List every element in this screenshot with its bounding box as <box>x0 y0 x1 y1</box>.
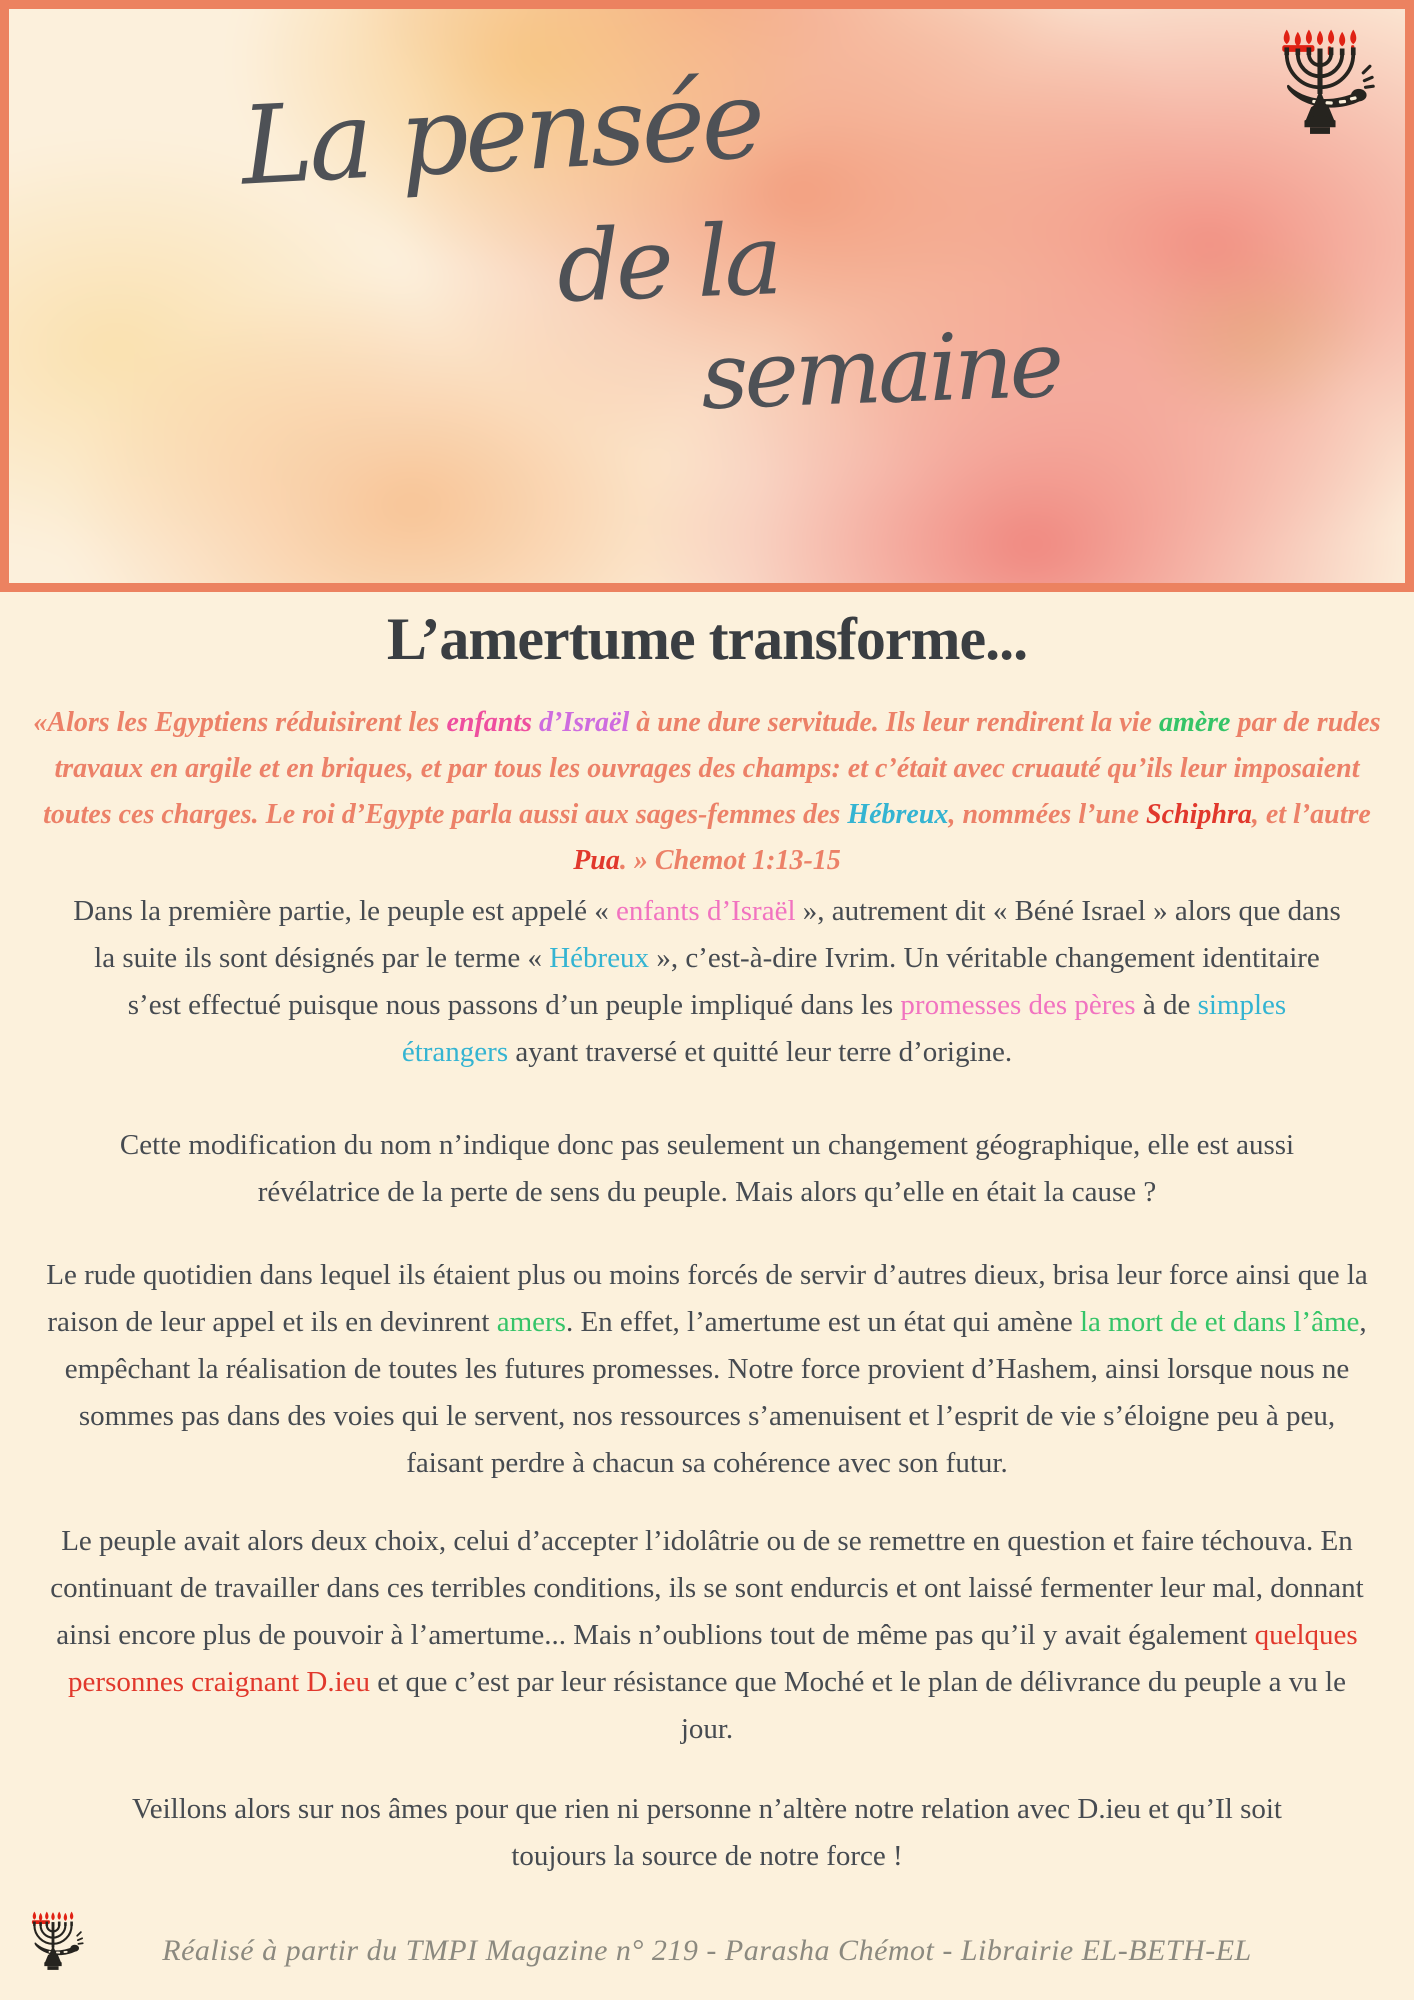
text-segment: , et l’autre <box>1251 799 1371 830</box>
body-paragraph-4 <box>42 1518 1372 1753</box>
scripture-quote <box>32 700 1382 884</box>
text-segment: . » Chemot 1:13-15 <box>619 845 841 876</box>
masthead-script-line-1: La pensée <box>238 57 765 210</box>
text-segment: , empêchant la réalisation de toutes les futures promesses. Notre force provient d’Hashem, ainsi lorsque nous ne sommes pas dans des voies qui le servent, nos ressources s’amenuisent et l’esprit de vie s’éloigne peu à peu, faisant perdre à chacun sa cohérence avec son futur. <box>64 1306 1367 1479</box>
body-paragraph-3 <box>42 1252 1372 1487</box>
text-segment: Veillons alors sur nos âmes pour que rien ni personne n’altère notre relation avec D.ieu et qu’Il soit toujours la source de notre force ! <box>132 1793 1282 1872</box>
shofar-sound-lines <box>1363 66 1373 87</box>
text-segment: promesses des pères <box>900 989 1136 1021</box>
text-segment: , nommées l’une <box>948 799 1146 830</box>
body-paragraph-2 <box>82 1122 1332 1216</box>
text-segment: Le rude quotidien dans lequel ils étaient plus ou moins forcés de servir d’autres dieux, brisa leur force ainsi que la raison de leur appel et ils en devinrent <box>46 1259 1368 1338</box>
text-segment: «Alors les Egyptiens réduisirent les <box>33 707 447 738</box>
text-segment: Hébreux <box>847 799 949 830</box>
text-segment: Pua <box>573 845 620 876</box>
article-title: L’amertume transforme... <box>386 606 1028 672</box>
menorah-icon <box>1261 23 1379 145</box>
text-segment: à de <box>1135 989 1198 1021</box>
text-segment: la mort de et dans l’âme <box>1079 1306 1360 1338</box>
text-segment: amers <box>496 1306 566 1338</box>
menorah-base <box>1304 90 1335 134</box>
text-segment: et que c’est par leur résistance que Moché et le plan de délivrance du peuple a vu le jour. <box>370 1666 1346 1745</box>
text-segment: amère <box>1158 707 1231 738</box>
menorah-shofar-logo <box>1261 23 1379 145</box>
text-segment: Le peuple avait alors deux choix, celui d’accepter l’idolâtrie ou de se remettre en question et faire téchouva. En continuant de travailler dans ces terribles conditions, ils se sont endurcis et ont laissé fermenter leur mal, donnant ainsi encore plus de pouvoir à l’amertume... Mais n’oublions tout de même pas qu’il y avait également <box>50 1525 1364 1651</box>
menorah-branches <box>1287 47 1354 94</box>
text-segment: . En effet, l’amertume est un état qui amène <box>565 1306 1080 1338</box>
text-segment: à une dure servitude. Ils leur rendirent la vie <box>629 707 1159 738</box>
text-segment: par de rudes travaux en argile et en briques, et par tous les ouvrages des champs: et c’était avec cruauté qu’ils leur imposaient toutes ces charges. Le roi d’Egypte parla aussi aux sages-femmes des <box>43 707 1381 830</box>
text-segment: Cette modification du nom n’indique donc pas seulement un changement géographique, elle est aussi révélatrice de la perte de sens du peuple. Mais alors qu’elle en était la cause ? <box>119 1129 1295 1208</box>
body-paragraph-1 <box>72 888 1342 1076</box>
masthead-script-line-3: semaine <box>699 310 1062 431</box>
masthead-script-line-2: de la <box>555 203 781 325</box>
text-segment: simples étrangers <box>401 989 1287 1068</box>
body-paragraph-5 <box>102 1786 1312 1880</box>
text-segment: enfants d’Israël <box>615 895 796 927</box>
text-segment: Dans la première partie, le peuple est appelé « <box>73 895 616 927</box>
text-segment: Schiphra <box>1146 799 1252 830</box>
text-segment: quelques personnes craignant D.ieu <box>68 1619 1358 1698</box>
header-banner <box>0 0 1414 592</box>
text-segment: ayant traversé et quitté leur terre d’origine. <box>508 1036 1013 1068</box>
text-segment: », autrement dit « Béné Israel » alors que dans la suite ils sont désignés par le terme « <box>94 895 1341 974</box>
text-segment: enfants <box>446 707 540 738</box>
text-segment: d’Israël <box>539 707 630 738</box>
text-segment: », c’est-à-dire Ivrim. Un véritable changement identitaire s’est effectué puisque nous passons d’un peuple impliqué dans les <box>127 942 1320 1021</box>
footer-credit: Réalisé à partir du TMPI Magazine n° 219 - Parasha Chémot - Librairie EL-BETH-EL <box>162 1934 1252 1967</box>
text-segment: Hébreux <box>549 942 650 974</box>
